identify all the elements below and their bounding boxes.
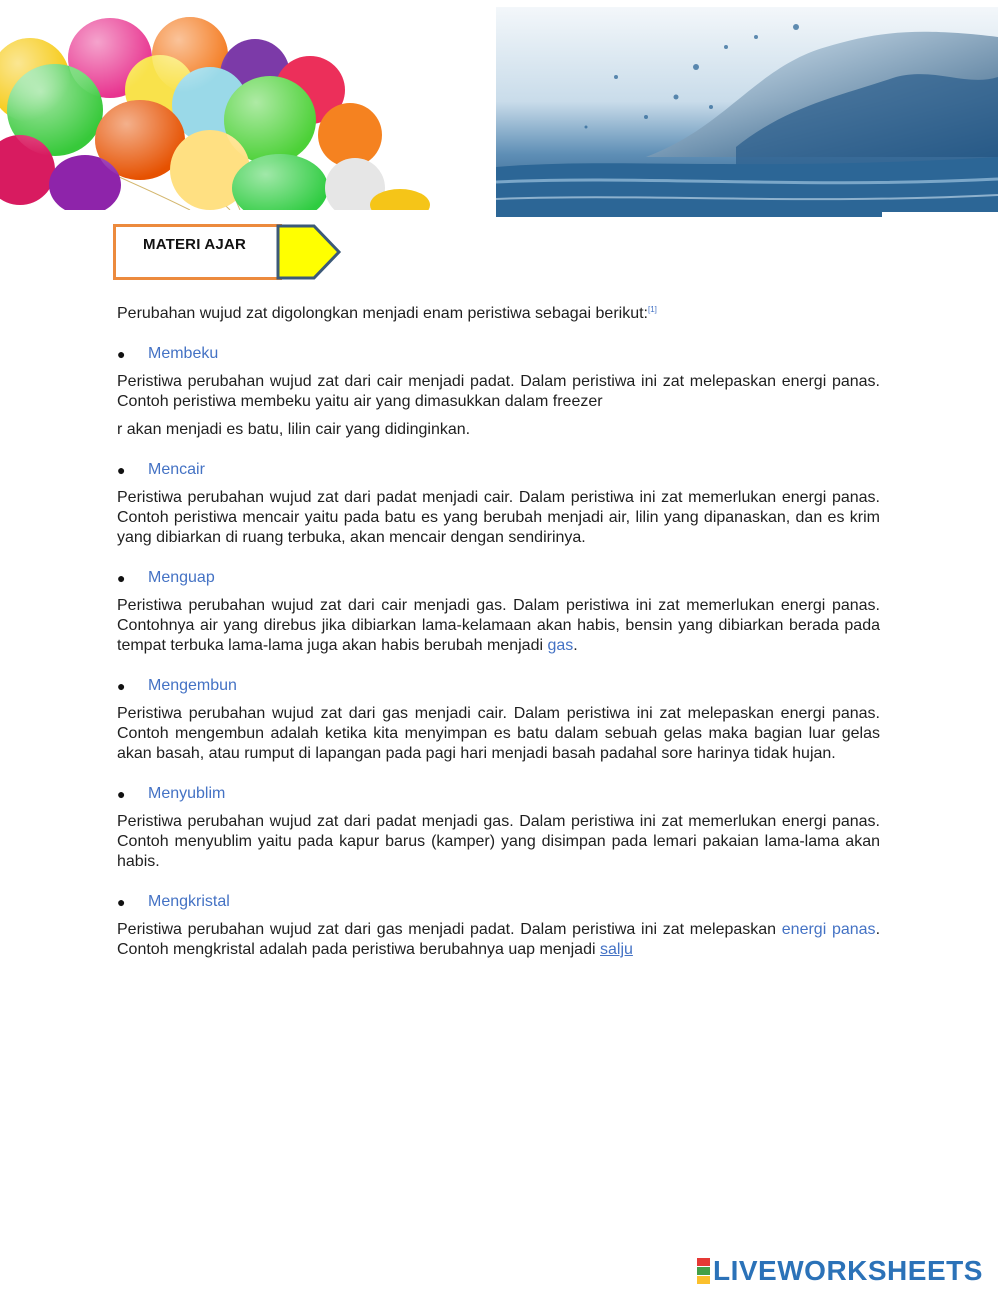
section-body-menguap: Peristiwa perubahan wujud zat dari cair menjadi gas. Dalam peristiwa ini zat memerlukan energi panas. Contohnya air yang direbus jika dibiarkan lama-kelamaan akan habis, bensin yang dibiarkan berada pada tempat terbuka lama-lama juga akan habis berubah menjadi gas. xyxy=(117,597,880,654)
bullet-icon: ● xyxy=(117,346,126,362)
liveworksheets-logo: LIVEWORKSHEETS xyxy=(697,1256,983,1286)
water-splash-image xyxy=(496,7,998,217)
bullet-icon: ● xyxy=(117,570,126,586)
document-body xyxy=(117,300,880,980)
section-heading-menyublim[interactable]: ● Menyublim xyxy=(117,785,226,802)
section-heading-mengkristal[interactable]: ● Mengkristal xyxy=(117,893,230,910)
section-body-mengkristal: Peristiwa perubahan wujud zat dari gas menjadi padat. Dalam peristiwa ini zat melepaskan energi panas. Contoh mengkristal adalah pada peristiwa berubahnya uap menjadi salju xyxy=(117,921,881,958)
gas-link[interactable]: gas xyxy=(547,637,574,654)
section-body-membeku: Peristiwa perubahan wujud zat dari cair menjadi padat. Dalam peristiwa ini zat melepaskan energi panas. Contoh peristiwa membeku yaitu air yang dimasukkan dalam freezer xyxy=(117,373,880,410)
section-heading-menguap[interactable]: ● Menguap xyxy=(117,569,215,586)
salju-link[interactable]: salju xyxy=(599,941,633,958)
banner-label: MATERI AJAR xyxy=(143,236,247,253)
balloons-image xyxy=(0,10,432,210)
section-body-menyublim: Peristiwa perubahan wujud zat dari padat menjadi gas. Dalam peristiwa ini zat memerlukan energi panas. Contoh menyublim yaitu pada kapur barus (kamper) yang disimpan pada lemari pakaian lama-lama akan habis. xyxy=(117,813,880,870)
intro-paragraph: Perubahan wujud zat digolongkan menjadi enam peristiwa sebagai berikut:[1] xyxy=(117,305,657,322)
section-body-membeku-continued: r akan menjadi es batu, lilin cair yang didinginkan. xyxy=(117,421,471,438)
section-body-mengembun: Peristiwa perubahan wujud zat dari gas menjadi cair. Dalam peristiwa ini zat melepaskan energi panas. Contoh mengembun adalah ketika kita menyimpan es batu dalam sebuah gelas maka bagian luar gelas akan basah, atau rumput di lapangan pada pagi hari menjadi basah padahal sore harinya tidak hujan. xyxy=(117,705,880,762)
arrow-icon xyxy=(276,224,342,282)
bullet-icon: ● xyxy=(117,786,126,802)
section-body-mencair: Peristiwa perubahan wujud zat dari padat menjadi cair. Dalam peristiwa ini zat memerlukan energi panas. Contoh peristiwa mencair yaitu pada batu es yang berubah menjadi air, lilin yang dipanaskan, dan es krim yang dibiarkan di ruang terbuka, akan mencair dengan sendirinya. xyxy=(117,489,880,546)
reference-link[interactable]: [1] xyxy=(648,305,657,314)
energi-panas-link[interactable]: energi panas xyxy=(781,921,876,938)
bullet-icon: ● xyxy=(117,462,126,478)
section-heading-mengembun[interactable]: ● Mengembun xyxy=(117,677,237,694)
section-heading-membeku[interactable]: ● Membeku xyxy=(117,345,219,362)
logo-blocks-icon xyxy=(697,1258,710,1284)
bullet-icon: ● xyxy=(117,678,126,694)
materi-ajar-banner xyxy=(113,224,345,282)
section-heading-mencair[interactable]: ● Mencair xyxy=(117,461,205,478)
bullet-icon: ● xyxy=(117,894,126,910)
